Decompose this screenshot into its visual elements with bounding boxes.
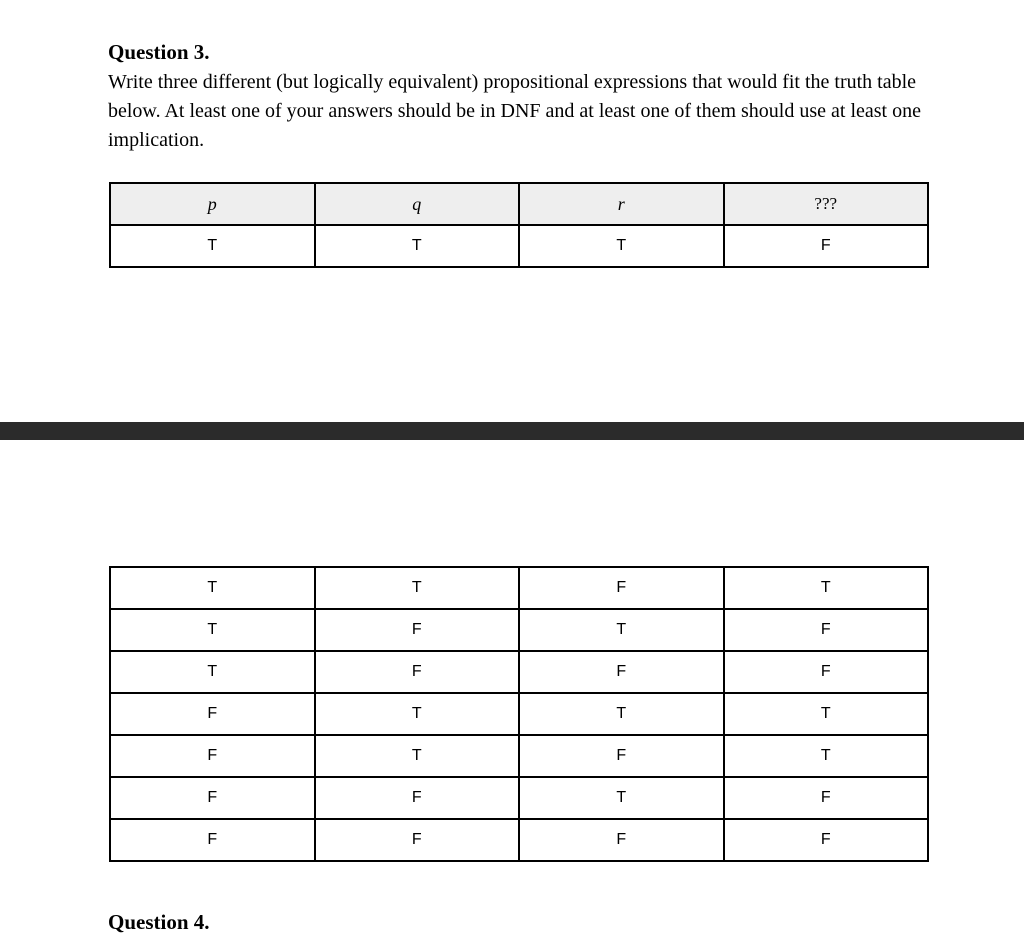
cell-p: T bbox=[110, 609, 315, 651]
table-row bbox=[110, 819, 928, 861]
cell-result: F bbox=[724, 819, 929, 861]
cell-r: F bbox=[519, 651, 724, 693]
cell-p: F bbox=[110, 777, 315, 819]
table-row bbox=[110, 651, 928, 693]
cell-p: T bbox=[110, 651, 315, 693]
cell-q: T bbox=[315, 735, 520, 777]
cell-q: F bbox=[315, 651, 520, 693]
cell-result: T bbox=[724, 693, 929, 735]
cell-p: T bbox=[110, 225, 315, 267]
cell-result: F bbox=[724, 609, 929, 651]
cell-p: F bbox=[110, 693, 315, 735]
cell-p: T bbox=[110, 567, 315, 609]
cell-result: T bbox=[724, 735, 929, 777]
cell-q: F bbox=[315, 819, 520, 861]
table-row bbox=[110, 693, 928, 735]
cell-r: T bbox=[519, 225, 724, 267]
cell-q: T bbox=[315, 693, 520, 735]
cell-p: F bbox=[110, 735, 315, 777]
cell-result: T bbox=[724, 567, 929, 609]
cell-r: T bbox=[519, 777, 724, 819]
cell-result: F bbox=[724, 777, 929, 819]
truth-table-header bbox=[109, 182, 929, 268]
cell-q: T bbox=[315, 567, 520, 609]
cell-r: T bbox=[519, 693, 724, 735]
cell-r: F bbox=[519, 819, 724, 861]
header-q: q bbox=[315, 183, 520, 225]
question-3-text: Write three different (but logically equivalent) propositional expressions that would fit the truth table below. At least one of your answers should be in DNF and at least one of them should use at least one implication. bbox=[108, 71, 921, 151]
table-header-row bbox=[110, 183, 928, 225]
table-row bbox=[110, 225, 928, 267]
header-r: r bbox=[519, 183, 724, 225]
truth-table-body bbox=[109, 566, 929, 862]
cell-result: F bbox=[724, 651, 929, 693]
header-result: ??? bbox=[724, 183, 929, 225]
cell-r: F bbox=[519, 735, 724, 777]
table-row bbox=[110, 567, 928, 609]
cell-r: F bbox=[519, 567, 724, 609]
table-row bbox=[110, 609, 928, 651]
header-p: p bbox=[110, 183, 315, 225]
cell-r: T bbox=[519, 609, 724, 651]
table-row bbox=[110, 735, 928, 777]
cell-p: F bbox=[110, 819, 315, 861]
table-row bbox=[110, 777, 928, 819]
cell-result: F bbox=[724, 225, 929, 267]
page-divider bbox=[0, 422, 1024, 440]
question-3-heading: Question 3. bbox=[108, 40, 210, 64]
question-4-heading: Question 4. bbox=[108, 910, 210, 934]
cell-q: F bbox=[315, 609, 520, 651]
cell-q: F bbox=[315, 777, 520, 819]
cell-q: T bbox=[315, 225, 520, 267]
